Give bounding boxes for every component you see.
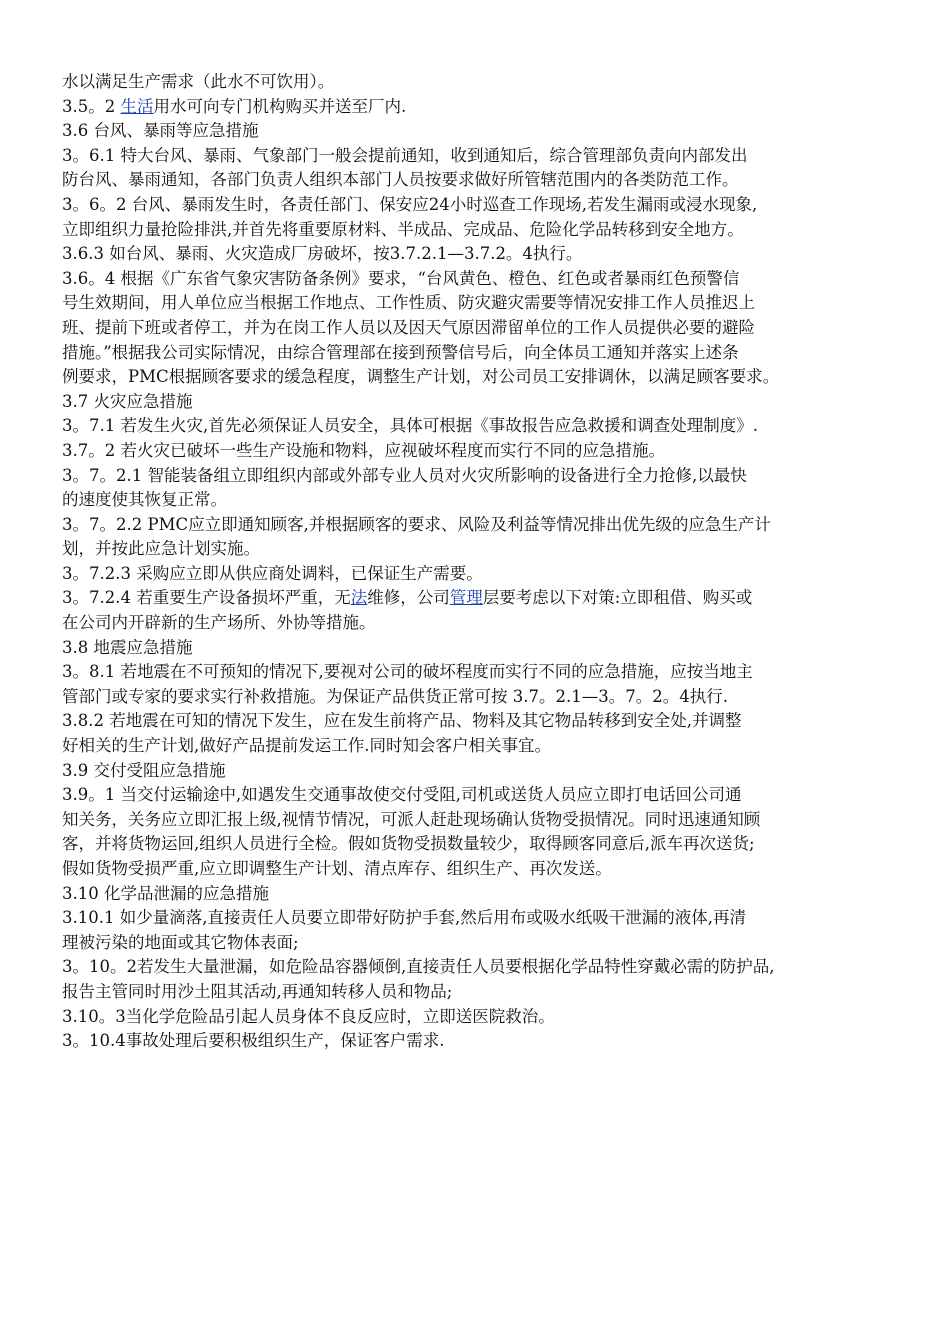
text-segment: 3.6 台风、暴雨等应急措施 — [62, 121, 259, 141]
text-segment: 客，并将货物运回,组织人员进行全检。假如货物受损数量较少，取得顾客同意后,派车再次送货; — [62, 834, 755, 854]
text-segment: 3.6.3 如台风、暴雨、火灾造成厂房破坏，按3.7.2.1—3.7.2。4执行。 — [62, 244, 583, 264]
text-line — [62, 488, 892, 513]
text-line — [62, 980, 892, 1005]
text-segment: 3.10。3当化学危险品引起人员身体不良反应时，立即送医院救治。 — [62, 1006, 555, 1026]
text-line — [62, 808, 892, 833]
text-line — [62, 955, 892, 980]
text-segment: 3。8.1 若地震在不可预知的情况下,要视对公司的破坏程度而实行不同的应急措施，应按当地主 — [62, 662, 753, 682]
text-segment: 3。6。2 台风、暴雨发生时，各责任部门、保安应24小时巡查工作现场,若发生漏雨或浸水现象, — [62, 194, 758, 214]
text-line — [62, 119, 892, 144]
text-segment: 3.6。4 根据《广东省气象灾害防备条例》要求，“台风黄色、橙色、红色或者暴雨红色预警信 — [62, 268, 740, 288]
hyperlink[interactable]: 法 — [350, 588, 368, 608]
text-segment: 3.9 交付受阻应急措施 — [62, 760, 226, 780]
hyperlink[interactable]: 管理 — [449, 588, 483, 608]
text-line — [62, 513, 892, 538]
text-line — [62, 414, 892, 439]
text-segment: 3.7。2 若火灾已破坏一些生产设施和物料，应视破坏程度而实行不同的应急措施。 — [62, 440, 665, 460]
text-line — [62, 1029, 892, 1054]
text-line — [62, 242, 892, 267]
text-segment: 3.7 火灾应急措施 — [62, 391, 193, 411]
hyperlink[interactable]: 生活 — [120, 96, 154, 116]
text-segment: 的速度使其恢复正常。 — [62, 490, 227, 510]
text-segment: 报告主管同时用沙土阻其活动,再通知转移人员和物品; — [62, 981, 453, 1001]
text-segment: 用水可向专门机构购买并送至厂内. — [153, 96, 407, 116]
text-line — [62, 660, 892, 685]
text-segment: 3。7.2.4 若重要生产设备损坏严重，无 — [62, 588, 351, 608]
text-segment: 3。7。2.1 智能装备组立即组织内部或外部专业人员对火灾所影响的设备进行全力抢修,以最快 — [62, 465, 747, 485]
text-segment: 假如货物受损严重,应立即调整生产计划、清点库存、组织生产、再次发送。 — [62, 859, 612, 878]
text-line — [62, 734, 892, 759]
text-line — [62, 70, 892, 95]
text-segment: 划，并按此应急计划实施。 — [62, 539, 260, 559]
text-segment: 知关务，关务应立即汇报上级,视情节情况，可派人赶赴现场确认货物受损情况。同时迅速通知顾 — [62, 809, 761, 829]
text-line — [62, 144, 892, 169]
text-line — [62, 685, 892, 710]
text-line — [62, 931, 892, 956]
text-line — [62, 1005, 892, 1030]
text-line — [62, 168, 892, 193]
text-line — [62, 193, 892, 218]
text-segment: 3。7。2.2 PMC应立即通知顾客,并根据顾客的要求、风险及利益等情况排出优先级的应急生产计 — [62, 514, 771, 534]
text-line — [62, 906, 892, 931]
text-line — [62, 611, 892, 636]
text-segment: 层要考虑以下对策:立即租借、购买或 — [482, 588, 753, 608]
text-segment: 防台风、暴雨通知，各部门负责人组织本部门人员按要求做好所管辖范围内的各类防范工作。 — [62, 170, 739, 190]
text-segment: 3.8.2 若地震在可知的情况下发生，应在发生前将产品、物料及其它物品转移到安全处,并调整 — [62, 711, 742, 731]
text-line — [62, 341, 892, 366]
text-line — [62, 291, 892, 316]
text-line — [62, 832, 892, 857]
text-line — [62, 759, 892, 784]
text-segment: 号生效期间，用人单位应当根据工作地点、工作性质、防灾避灾需要等情况安排工作人员推迟上 — [62, 293, 755, 313]
text-segment: 3。7.2.3 采购应立即从供应商处调料，已保证生产需要。 — [62, 563, 483, 583]
text-segment: 理被污染的地面或其它物体表面; — [62, 932, 299, 952]
text-segment: 例要求，PMC根据顾客要求的缓急程度，调整生产计划，对公司员工安排调休，以满足顾客要求。 — [62, 367, 780, 387]
text-segment: 好相关的生产计划,做好产品提前发运工作.同时知会客户相关事宜。 — [62, 736, 551, 756]
text-line — [62, 709, 892, 734]
text-line — [62, 857, 892, 882]
text-line — [62, 537, 892, 562]
text-line — [62, 586, 892, 611]
text-segment: 3。7.1 若发生火灾,首先必须保证人员安全，具体可根据《事故报告应急救援和调查处理制度》. — [62, 416, 758, 436]
text-segment: 3.9。1 当交付运输途中,如遇发生交通事故使交付受阻,司机或送货人员应立即打电话回公司通 — [62, 785, 742, 805]
text-segment: 措施。”根据我公司实际情况，由综合管理部在接到预警信号后，向全体员工通知并落实上述条 — [62, 342, 739, 362]
text-line — [62, 464, 892, 489]
text-segment: 立即组织力量抢险排洪,并首先将重要原材料、半成品、完成品、危险化学品转移到安全地方。 — [62, 219, 744, 239]
text-segment: 班、提前下班或者停工，并为在岗工作人员以及因天气原因滞留单位的工作人员提供必要的避险 — [62, 317, 755, 337]
text-segment: 3.8 地震应急措施 — [62, 637, 193, 657]
text-line — [62, 439, 892, 464]
text-line — [62, 390, 892, 415]
document-body — [62, 70, 892, 1054]
text-segment: 3。6.1 特大台风、暴雨、气象部门一般会提前通知，收到通知后，综合管理部负责向内部发出 — [62, 145, 748, 165]
text-line — [62, 562, 892, 587]
text-segment: 3.10 化学品泄漏的应急措施 — [62, 883, 269, 903]
text-line — [62, 95, 892, 120]
text-line — [62, 783, 892, 808]
text-segment: 3.5。2 — [62, 96, 121, 116]
text-segment: 维修，公司 — [367, 588, 450, 608]
text-line — [62, 365, 892, 390]
text-segment: 3。10。2若发生大量泄漏，如危险品容器倾倒,直接责任人员要根据化学品特性穿戴必需的防护品, — [62, 957, 775, 977]
text-line — [62, 316, 892, 341]
text-segment: 在公司内开辟新的生产场所、外协等措施。 — [62, 613, 376, 633]
text-line — [62, 218, 892, 243]
text-segment: 水以满足生产需求（此水不可饮用）。 — [62, 72, 335, 91]
text-segment: 3。10.4事故处理后要积极组织生产，保证客户需求. — [62, 1031, 445, 1051]
text-line — [62, 267, 892, 292]
text-line — [62, 882, 892, 907]
text-line — [62, 636, 892, 661]
text-segment: 3.10.1 如少量滴落,直接责任人员要立即带好防护手套,然后用布或吸水纸吸干泄漏的液体,再清 — [62, 908, 746, 928]
text-segment: 管部门或专家的要求实行补救措施。为保证产品供货正常可按 3.7。2.1—3。7。2。4执行. — [62, 686, 728, 706]
